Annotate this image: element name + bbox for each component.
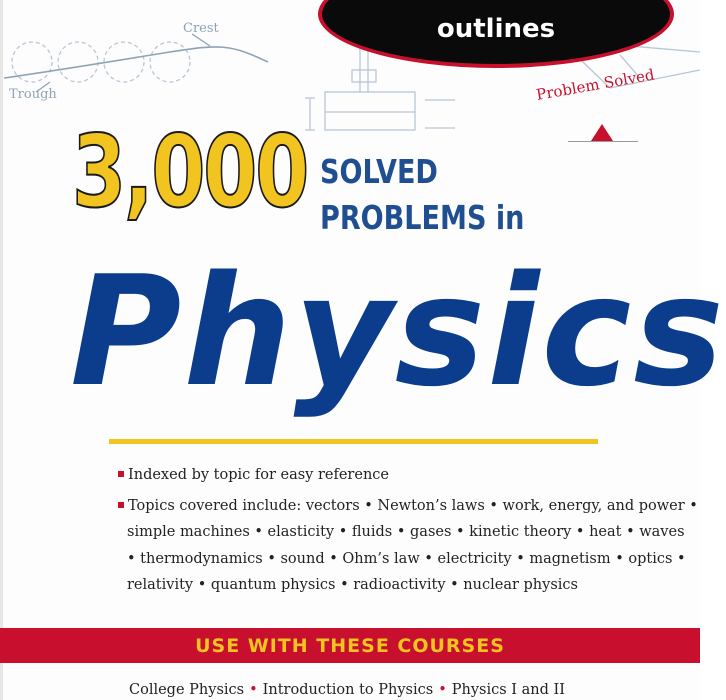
course-list [129,682,565,698]
course-item: College Physics [129,682,245,698]
brand-name [322,0,670,1]
title-line-2: PROBLEMS in [320,198,525,237]
bullet-continuation: relativity • quantum physics • radioactivity • nuclear physics [127,577,578,593]
trough-label: Trough [9,87,57,102]
bullet-text: Topics covered include: vectors • Newton’s laws • work, energy, and power • [128,498,698,514]
gold-divider [109,439,598,444]
courses-banner [0,628,700,663]
bullet-continuation: simple machines • elasticity • fluids • gases • kinetic theory • heat • waves [127,524,685,540]
course-item: Physics I and II [451,682,565,698]
underline-rule [568,141,638,142]
bullet-item [118,467,389,483]
brand-subtitle: outlines [436,14,556,44]
triangle-icon [591,124,613,141]
course-item: Introduction to Physics [262,682,434,698]
bullet-item [118,498,698,514]
courses-heading: USE WITH THESE COURSES [195,635,505,657]
problem-count: 3,000 [72,113,308,230]
problem-solved-label: Problem Solved [534,65,656,104]
bullet-continuation: • thermodynamics • sound • Ohm’s law • electricity • magnetism • optics • [127,551,686,567]
bullet-text: Indexed by topic for easy reference [128,467,389,483]
square-bullet-icon [118,502,124,508]
separator-dot-icon: • [438,682,447,698]
subject-title: Physics [70,243,726,420]
separator-dot-icon: • [249,682,258,698]
square-bullet-icon [118,471,124,477]
title-line-1: SOLVED [320,152,438,191]
crest-label: Crest [183,21,219,36]
